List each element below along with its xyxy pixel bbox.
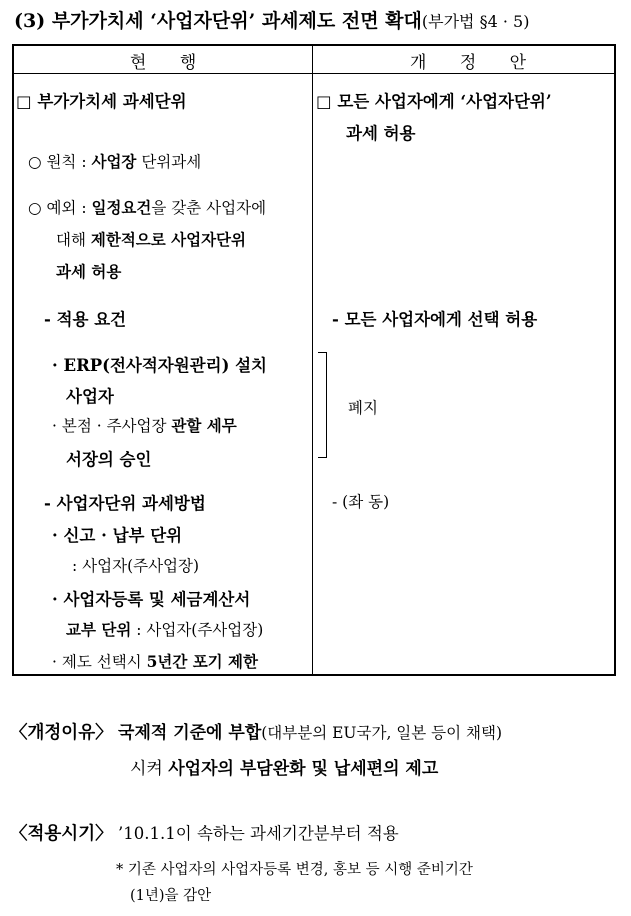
current-heading: □ 부가가치세 과세단위 xyxy=(16,92,187,111)
proposed-heading-line1: □ 모든 사업자에게 ‘사업자단위’ xyxy=(316,92,552,111)
exception-line2-bold: 제한적으로 사업자단위 xyxy=(90,230,247,249)
method1-line1: · 신고 · 납부 단위 xyxy=(52,526,183,545)
principle-bold: 사업장 xyxy=(91,152,137,171)
exception-bold: 일정요건 xyxy=(91,198,152,217)
effective-line xyxy=(10,820,399,845)
current-exception-line3: 과세 허용 xyxy=(56,262,122,281)
method2-bold: 교부 단위 xyxy=(66,620,132,639)
req2-prefix: · 본점 · 주사업장 xyxy=(52,417,172,435)
method1-line2: : 사업자(주사업장) xyxy=(72,557,200,575)
current-requirements: - 적용 요건 xyxy=(44,310,127,329)
req1-line2: 사업자 xyxy=(66,387,114,406)
reason-line2-prefix: 시켜 xyxy=(130,759,169,779)
req2-line2: 서장의 승인 xyxy=(66,450,152,469)
method3-bold: 5년간 포기 제한 xyxy=(146,652,258,671)
effective-note-line1: * 기존 사업자의 사업자등록 변경, 홍보 등 시행 준비기간 xyxy=(116,862,473,878)
method3 xyxy=(52,650,258,672)
bracket-mark xyxy=(318,352,327,458)
principle-suffix: 단위과세 xyxy=(136,153,202,171)
current-principle xyxy=(28,150,201,172)
current-method: - 사업자단위 과세방법 xyxy=(44,494,206,513)
exception-prefix: ○ 예외 : xyxy=(28,199,92,217)
header-divider xyxy=(12,73,616,74)
proposed-method: - (좌 동) xyxy=(332,493,390,511)
current-exception xyxy=(28,196,266,218)
method2-line2 xyxy=(66,618,263,640)
title-main: (3) 부가가치세 ‘사업자단위’ 과세제도 전면 확대 xyxy=(14,10,422,32)
header-current: 현 행 xyxy=(130,53,211,73)
current-exception-line2 xyxy=(56,228,246,250)
reason-line2 xyxy=(130,754,438,779)
reason-label: 〈개정이유〉 xyxy=(10,723,113,743)
effective-text: ’10.1.1이 속하는 과세기간분부터 적용 xyxy=(118,824,399,843)
req2-line1 xyxy=(52,414,237,436)
column-divider xyxy=(312,44,313,676)
reason-paren: (대부분의 EU국가, 일본 등이 채택) xyxy=(261,724,503,742)
method3-prefix: · 제도 선택시 xyxy=(52,653,147,671)
proposed-heading-line2: 과세 허용 xyxy=(346,124,416,143)
method2-line1: · 사업자등록 및 세금계산서 xyxy=(52,590,251,609)
reason-line2-bold: 사업자의 부담완화 및 납세편의 제고 xyxy=(168,759,439,779)
exception-suffix: 을 갖춘 사업자에 xyxy=(151,199,267,217)
proposed-abolished: 폐지 xyxy=(348,399,378,417)
exception-line2-prefix: 대해 xyxy=(56,231,91,249)
principle-prefix: ○ 원칙 : xyxy=(28,153,92,171)
header-proposed: 개 정 안 xyxy=(410,53,541,73)
reason-line1 xyxy=(10,718,502,744)
effective-label: 〈적용시기〉 xyxy=(10,824,113,844)
req1-line1: · ERP(전사적자원관리) 설치 xyxy=(52,356,267,375)
effective-note-line2: (1년)을 감안 xyxy=(130,888,212,904)
title-ref: (부가법 §4 · 5) xyxy=(421,12,530,31)
req2-bold: 관할 세무 xyxy=(171,416,237,435)
section-title xyxy=(14,6,529,33)
reason-bold: 국제적 기준에 부합 xyxy=(118,723,262,743)
proposed-requirements: - 모든 사업자에게 선택 허용 xyxy=(332,310,538,329)
method2-suffix: : 사업자(주사업장) xyxy=(131,621,264,639)
